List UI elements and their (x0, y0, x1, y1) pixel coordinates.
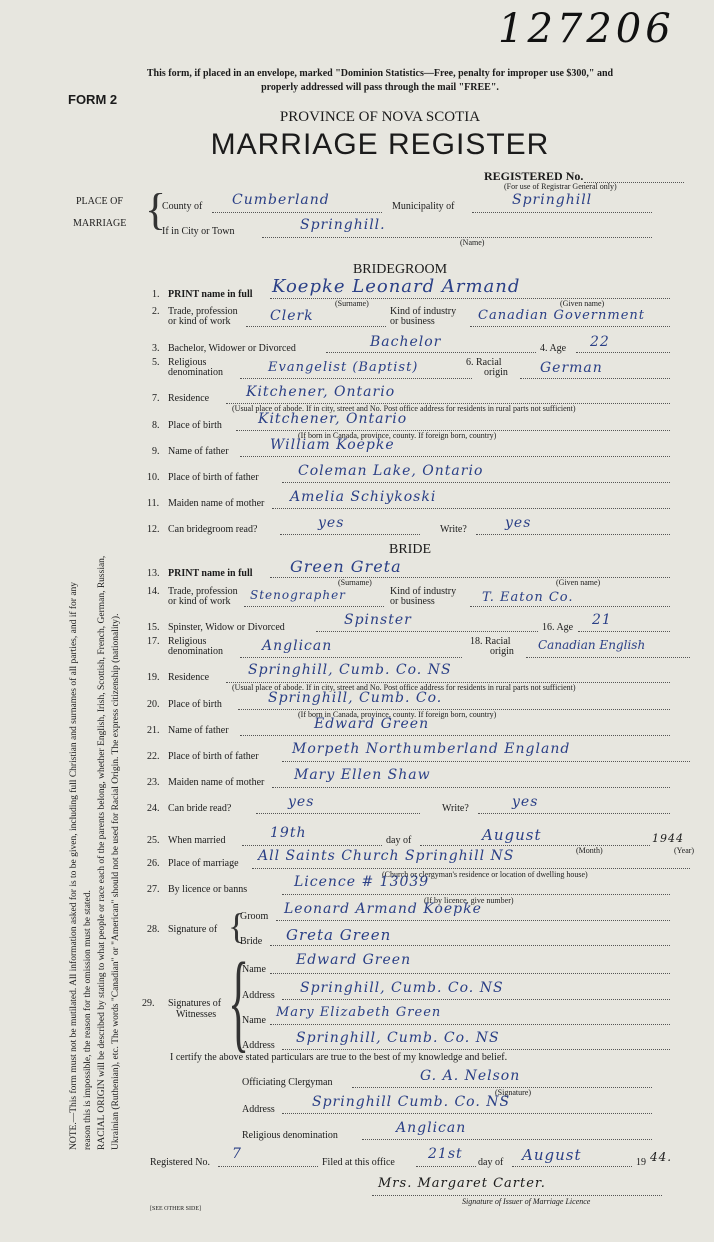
bride-age-line (578, 631, 670, 632)
row-num: 21. (147, 725, 160, 736)
see-other-side: [SEE OTHER SIDE] (150, 1206, 201, 1212)
row-num: 3. (152, 343, 160, 354)
bride-status-label: Spinster, Widow or Divorced (168, 622, 285, 633)
row-num: 19. (147, 672, 160, 683)
bride-read-label: Can bride read? (168, 803, 232, 814)
witness1-address-label: Address (242, 990, 275, 1001)
side-note (67, 30, 123, 1150)
clergy-address: Springhill Cumb. Co. NS (312, 1094, 511, 1110)
groom-trade-label2: or kind of work (168, 316, 231, 327)
bride-sig-line (270, 945, 670, 946)
form-number: FORM 2 (68, 92, 118, 107)
bride-signature: Greta Green (286, 926, 392, 944)
row-num: 1. (152, 289, 160, 300)
married-month-line (420, 845, 650, 846)
groom-age-line (576, 352, 670, 353)
when-married-label: When married (168, 835, 226, 846)
postal-notice-line2: properly addressed will pass through the mail "FREE". (261, 82, 499, 93)
filed-month: August (522, 1146, 582, 1164)
witness1-name-label: Name (242, 964, 266, 975)
city-name-note: (Name) (460, 238, 485, 247)
postal-notice-line1: This form, if placed in an envelope, marked "Dominion Statistics—Free, penalty for improper use $300," and (146, 68, 614, 79)
province-heading: PROVINCE OF NOVA SCOTIA (279, 109, 481, 125)
groom-sig-label: Groom (240, 911, 269, 922)
city-value: Springhill. (300, 217, 386, 233)
issuer-note: Signature of Issuer of Marriage Licence (462, 1197, 591, 1206)
groom-read-line (280, 534, 420, 535)
groom-status-line (326, 352, 536, 353)
married-month-value: August (482, 826, 542, 844)
filed-dayof-label: day of (478, 1157, 504, 1168)
licence-line (282, 894, 670, 895)
groom-father-line (240, 456, 670, 457)
place-label-1: PLACE OF (76, 196, 123, 207)
clergy-address-label: Address (242, 1104, 275, 1115)
filed-label: Filed at this office (322, 1157, 395, 1168)
register-stamp-number: 127206 (498, 6, 675, 52)
row-num: 15. (147, 622, 160, 633)
clergy-address-line (282, 1113, 652, 1114)
licence-value: Licence # 13039 (294, 874, 430, 890)
married-day-line (242, 845, 382, 846)
groom-industry-value: Canadian Government (478, 308, 646, 323)
filed-year-prefix: 19 (636, 1157, 646, 1168)
groom-birthplace-note: (If born in Canada, province, county. If foreign born, country) (298, 431, 497, 440)
bride-religion-line (240, 657, 462, 658)
witness2-address: Springhill, Cumb. Co. NS (296, 1030, 500, 1046)
row-num: 20. (147, 699, 160, 710)
groom-mother-value: Amelia Schiykoski (290, 489, 437, 505)
bride-religion-label2: denomination (168, 646, 223, 657)
groom-industry-label: Kind of industry (390, 306, 457, 317)
clergy-religion: Anglican (396, 1120, 467, 1136)
bride-sig-label: Bride (240, 936, 263, 947)
given-name-note: (Given name) (560, 299, 605, 308)
groom-trade-value: Clerk (270, 308, 314, 324)
groom-birthplace-value: Kitchener, Ontario (258, 411, 408, 427)
bride-racial-line (526, 657, 690, 658)
bride-industry-label: Kind of industry (390, 586, 457, 597)
signature-of-label: Signature of (168, 924, 218, 935)
groom-read-value: yes (318, 515, 345, 531)
bride-trade-label: Trade, profession (168, 586, 238, 597)
groom-residence-note: (Usual place of abode. If in city, street and No. Post office address for residents in rural parts not sufficient) (232, 404, 576, 413)
bride-heading: BRIDE (389, 542, 431, 557)
groom-trade-label: Trade, profession (168, 306, 238, 317)
witness2-name-label: Name (242, 1015, 266, 1026)
witnesses-label2: Witnesses (176, 1009, 217, 1020)
bride-write-line (478, 813, 670, 814)
witness-brace: { (228, 940, 250, 1062)
witness2-name: Mary Elizabeth Green (276, 1005, 442, 1020)
bride-residence-value: Springhill, Cumb. Co. NS (248, 662, 452, 678)
groom-status-value: Bachelor (370, 334, 442, 350)
filed-day-line (416, 1166, 476, 1167)
place-of-marriage-label: Place of marriage (168, 858, 239, 869)
clergy-religion-line (362, 1139, 652, 1140)
municipality-value: Springhill (512, 192, 593, 208)
groom-residence-label: Residence (168, 393, 210, 404)
groom-name-label: PRINT name in full (168, 289, 253, 300)
groom-read-label: Can bridegroom read? (168, 524, 258, 535)
groom-father-value: William Koepke (270, 437, 395, 453)
married-year-value: 1944 (652, 832, 684, 845)
groom-signature: Leonard Armand Koepke (284, 901, 482, 917)
row-num: 17. (147, 636, 160, 647)
bride-religion-label: Religious (168, 636, 207, 647)
row-num: 29. (142, 998, 155, 1009)
county-value: Cumberland (232, 192, 330, 208)
clergyman-label: Officiating Clergyman (242, 1077, 333, 1088)
row-num: 2. (152, 306, 160, 317)
page-title: MARRIAGE REGISTER (210, 128, 550, 161)
bride-age-value: 21 (592, 612, 612, 628)
groom-father-birth-line (282, 482, 670, 483)
year-note: (Year) (674, 846, 695, 855)
row-num: 8. (152, 420, 160, 431)
place-label-2: MARRIAGE (73, 218, 127, 229)
bride-mother-value: Mary Ellen Shaw (294, 767, 431, 783)
row-num: 10. (147, 472, 160, 483)
bride-name-line (270, 577, 670, 578)
witness1-address-line (282, 999, 670, 1000)
licence-note: (If by licence, give number) (424, 896, 514, 905)
bride-industry-line (470, 606, 670, 607)
witness2-name-line (270, 1024, 670, 1025)
bride-trade-label2: or kind of work (168, 596, 231, 607)
bride-age-label: 16. Age (542, 622, 574, 633)
bridegroom-heading: BRIDEGROOM (352, 262, 448, 277)
row-num: 9. (152, 446, 160, 457)
row-num: 14. (147, 586, 160, 597)
row-num: 25. (147, 835, 160, 846)
bride-racial-value: Canadian English (538, 638, 646, 652)
groom-sig-line (276, 920, 670, 921)
bride-birthplace-label: Place of birth (168, 699, 222, 710)
row-num: 27. (147, 884, 160, 895)
county-label: County of (162, 201, 203, 212)
filed-day: 21st (428, 1146, 463, 1162)
municipality-label: Municipality of (392, 201, 455, 212)
row-num: 5. (152, 357, 160, 368)
certify-statement: I certify the above stated particulars are true to the best of my knowledge and belief. (170, 1052, 508, 1063)
bride-birthplace-note: (If born in Canada, province, county. If foreign born, country) (298, 710, 497, 719)
groom-racial-label: 6. Racial (466, 357, 502, 368)
groom-father-label: Name of father (168, 446, 229, 457)
witness1-address: Springhill, Cumb. Co. NS (300, 980, 504, 996)
row-num: 26. (147, 858, 160, 869)
bride-read-value: yes (288, 794, 315, 810)
bride-racial-label: 18. Racial (470, 636, 511, 647)
groom-mother-label: Maiden name of mother (168, 498, 265, 509)
bride-religion-value: Anglican (262, 638, 333, 654)
groom-write-line (476, 534, 670, 535)
month-note: (Month) (576, 846, 603, 855)
groom-father-birth-value: Coleman Lake, Ontario (298, 463, 484, 479)
filed-month-line (512, 1166, 632, 1167)
groom-age-label: 4. Age (540, 343, 567, 354)
bride-status-value: Spinster (344, 612, 412, 628)
groom-religion-line (240, 378, 472, 379)
surname-note: (Surname) (335, 299, 369, 308)
bride-racial-label2: origin (490, 646, 514, 657)
place-of-marriage-value: All Saints Church Springhill NS (258, 848, 515, 864)
side-note-line1: NOTE.—This form must not be mutilated. All information asked for is to be given, including full Christian and surnames of all parties, and if for any (69, 581, 79, 1150)
groom-trade-line (246, 326, 386, 327)
signature-brace: { (228, 906, 246, 946)
side-note-line4: Ukrainian (Ruthenian), etc. The words "Canadian" or "American" should not be used for Racial Origin. The express citizenship (nationality). (111, 613, 121, 1150)
bride-father-birth-label: Place of birth of father (168, 751, 259, 762)
place-of-marriage-line (252, 868, 690, 869)
clergyman-signature-note: (Signature) (495, 1088, 531, 1097)
bride-mother-label: Maiden name of mother (168, 777, 265, 788)
registered-no-label: REGISTERED No. (484, 169, 584, 183)
municipality-line (472, 212, 652, 213)
groom-religion-label2: denomination (168, 367, 223, 378)
groom-name-value: Koepke Leonard Armand (272, 276, 521, 297)
bride-surname-note: (Surname) (338, 578, 372, 587)
bride-industry-value: T. Eaton Co. (482, 590, 574, 605)
bride-mother-line (272, 787, 670, 788)
groom-industry-line (470, 326, 670, 327)
groom-racial-value: German (540, 360, 603, 376)
groom-industry-label2: or business (390, 316, 435, 327)
registered-no-note: (For use of Registrar General only) (504, 182, 617, 191)
bride-birthplace-value: Springhill, Cumb. Co. (268, 690, 443, 706)
groom-religion-label: Religious (168, 357, 207, 368)
witness1-name: Edward Green (296, 952, 412, 968)
bride-read-line (256, 813, 420, 814)
city-line (262, 237, 652, 238)
bride-given-note: (Given name) (556, 578, 601, 587)
side-note-line2: reason this is impossible, the reason for the omission must be stated. (83, 890, 93, 1150)
place-of-marriage-note: (Church or clergyman's residence or location of dwelling house) (382, 870, 588, 879)
bride-write-label: Write? (442, 803, 469, 814)
place-brace: { (145, 185, 167, 234)
bride-father-birth-line (282, 761, 690, 762)
groom-father-birth-label: Place of birth of father (168, 472, 259, 483)
registered-no-footer-value: 7 (232, 1146, 242, 1162)
bride-father-value: Edward Green (314, 716, 430, 732)
bride-industry-label2: or business (390, 596, 435, 607)
groom-birthplace-label: Place of birth (168, 420, 222, 431)
row-num: 11. (147, 498, 160, 509)
groom-write-value: yes (505, 515, 532, 531)
clergyman-signature: G. A. Nelson (420, 1068, 521, 1084)
clergy-religion-label: Religious denomination (242, 1130, 338, 1141)
groom-residence-value: Kitchener, Ontario (246, 384, 396, 400)
bride-name-value: Green Greta (290, 557, 402, 576)
bride-write-value: yes (512, 794, 539, 810)
bride-father-line (240, 735, 670, 736)
row-num: 12. (147, 524, 160, 535)
witnesses-label: Signatures of (168, 998, 222, 1009)
bride-father-label: Name of father (168, 725, 229, 736)
bride-name-label: PRINT name in full (168, 568, 253, 579)
row-num: 28. (147, 924, 160, 935)
row-num: 22. (147, 751, 160, 762)
witness2-address-line (282, 1049, 670, 1050)
groom-status-label: Bachelor, Widower or Divorced (168, 343, 296, 354)
issuer-line (372, 1195, 662, 1196)
bride-trade-line (244, 606, 384, 607)
bride-status-line (316, 631, 538, 632)
registered-no-footer-line (218, 1166, 318, 1167)
side-note-line3: RACIAL ORIGIN will be described by stating to what people or race each of the parents belong, whether English, Irish, Scottish, French, German, Russian, (97, 555, 107, 1150)
groom-religion-value: Evangelist (Baptist) (268, 360, 419, 375)
witness2-address-label: Address (242, 1040, 275, 1051)
bride-father-birth-value: Morpeth Northumberland England (292, 741, 571, 757)
groom-name-line (270, 298, 670, 299)
bride-residence-label: Residence (168, 672, 210, 683)
bride-trade-value: Stenographer (250, 588, 346, 602)
married-day-value: 19th (270, 825, 307, 841)
groom-write-label: Write? (440, 524, 467, 535)
city-label: If in City or Town (162, 226, 235, 237)
row-num: 23. (147, 777, 160, 788)
row-num: 13. (147, 568, 160, 579)
groom-mother-line (272, 508, 670, 509)
filed-year: 44. (650, 1150, 673, 1164)
licence-banns-label: By licence or banns (168, 884, 248, 895)
county-line (212, 212, 382, 213)
witness1-name-line (270, 973, 670, 974)
issuer-signature: Mrs. Margaret Carter. (378, 1176, 546, 1191)
groom-racial-label2: origin (484, 367, 508, 378)
bride-residence-note: (Usual place of abode. If in city, street and No. Post office address for residents in rural parts not sufficient) (232, 683, 576, 692)
row-num: 24. (147, 803, 160, 814)
groom-racial-line (520, 378, 670, 379)
married-dayof-label: day of (386, 835, 412, 846)
row-num: 7. (152, 393, 160, 404)
groom-age-value: 22 (590, 334, 610, 350)
registered-no-footer-label: Registered No. (150, 1157, 210, 1168)
